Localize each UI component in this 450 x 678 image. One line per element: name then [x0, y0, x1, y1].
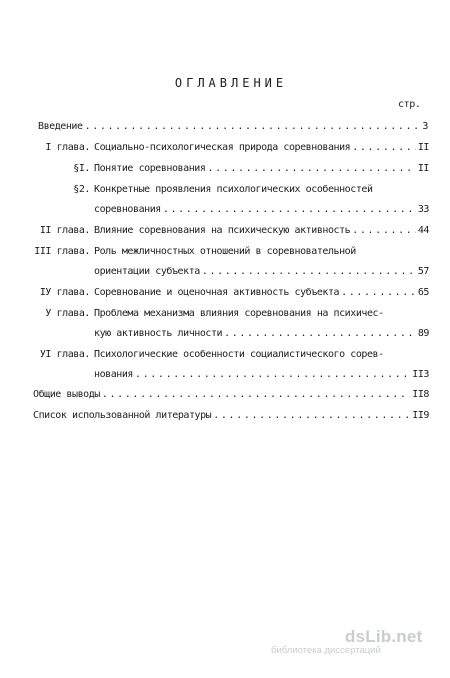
toc-line [94, 204, 429, 216]
toc-entry-chapter-2 [0, 225, 450, 237]
toc-line [94, 266, 429, 278]
page-column-label: стр. [398, 99, 421, 110]
toc-line [94, 163, 429, 175]
toc-line [94, 225, 429, 237]
toc-label: Список использованной литературы [33, 410, 212, 421]
toc-leader-dots [135, 369, 410, 381]
toc-label: II глава. [39, 225, 90, 236]
toc-page-number: II8 [412, 389, 429, 400]
toc-text: нования [94, 369, 133, 380]
toc-text: Понятие соревнования [94, 163, 206, 174]
toc-text: Влияние соревнования на психическую активность [94, 225, 351, 236]
toc-entry-chapter-5 [0, 308, 450, 340]
toc-page-number: II [417, 163, 429, 174]
toc-text: соревнования [94, 204, 161, 215]
watermark [271, 627, 445, 656]
toc-leader-dots [213, 410, 410, 422]
toc-entry-introduction [0, 121, 450, 133]
toc-label: §2. [73, 184, 90, 195]
toc-text: кую активность личности [94, 328, 223, 339]
toc-leader-dots [352, 225, 416, 237]
toc-entry-conclusions [0, 389, 450, 401]
toc-text: Соревнование и оценочная активность субъекта [94, 287, 340, 298]
toc-label: §I. [73, 163, 90, 174]
toc-leader-dots [163, 204, 416, 216]
toc-line [94, 328, 429, 340]
toc-leader-dots [224, 328, 416, 340]
toc-text: ориентации субъекта [94, 266, 200, 277]
toc-label: УI глава. [39, 349, 90, 360]
toc-page-number: II3 [412, 369, 429, 380]
toc-label: III глава. [34, 246, 90, 257]
toc-page-number: 33 [417, 204, 429, 215]
toc-page-number: II9 [412, 410, 429, 421]
toc-entry-chapter-6 [0, 349, 450, 381]
toc-text: Роль межличностных отношений в соревновательной [94, 246, 356, 257]
toc-leader-dots [202, 266, 416, 278]
toc-label: У глава. [45, 308, 90, 319]
toc-line [94, 142, 429, 154]
toc-page-number: 3 [422, 121, 428, 132]
toc-text: Конкретные проявления психологических особенностей [94, 184, 373, 195]
toc-page-number: 44 [417, 225, 429, 236]
toc-page-number: II [417, 142, 429, 153]
watermark-logo: dsLib.net [345, 627, 423, 646]
watermark-subtitle: библиотека диссертаций [271, 645, 381, 656]
toc-page-number: 57 [417, 266, 429, 277]
toc-label: I глава. [45, 142, 90, 153]
toc-entry-section-1 [0, 163, 450, 175]
toc-entry-bibliography [0, 410, 450, 422]
toc-leader-dots [341, 287, 416, 299]
toc-label: IУ глава. [39, 287, 90, 298]
toc-entry-section-2 [0, 184, 450, 216]
toc-entry-chapter-3 [0, 246, 450, 278]
toc-page-number: 65 [417, 287, 429, 298]
toc-text: Проблема механизма влияния соревнования на психичес- [94, 308, 384, 319]
toc-line [33, 389, 429, 401]
toc-label: Общие выводы [33, 389, 100, 400]
toc-line [94, 287, 429, 299]
toc-leader-dots [85, 121, 421, 133]
toc-entry-chapter-4 [0, 287, 450, 299]
toc-leader-dots [352, 142, 416, 154]
toc-label: Введение [38, 121, 83, 132]
toc-line [38, 121, 428, 133]
toc-text: Социально-психологическая природа соревнования [94, 142, 351, 153]
toc-entry-chapter-1 [0, 142, 450, 154]
toc-line [33, 410, 429, 422]
toc-leader-dots [207, 163, 415, 175]
toc-line [94, 369, 429, 381]
page-title: ОГЛАВЛЕНИЕ [174, 76, 288, 90]
toc-leader-dots [102, 389, 410, 401]
toc-page-number: 89 [417, 328, 429, 339]
toc-text: Психологические особенности социалистического сорев- [94, 349, 384, 360]
